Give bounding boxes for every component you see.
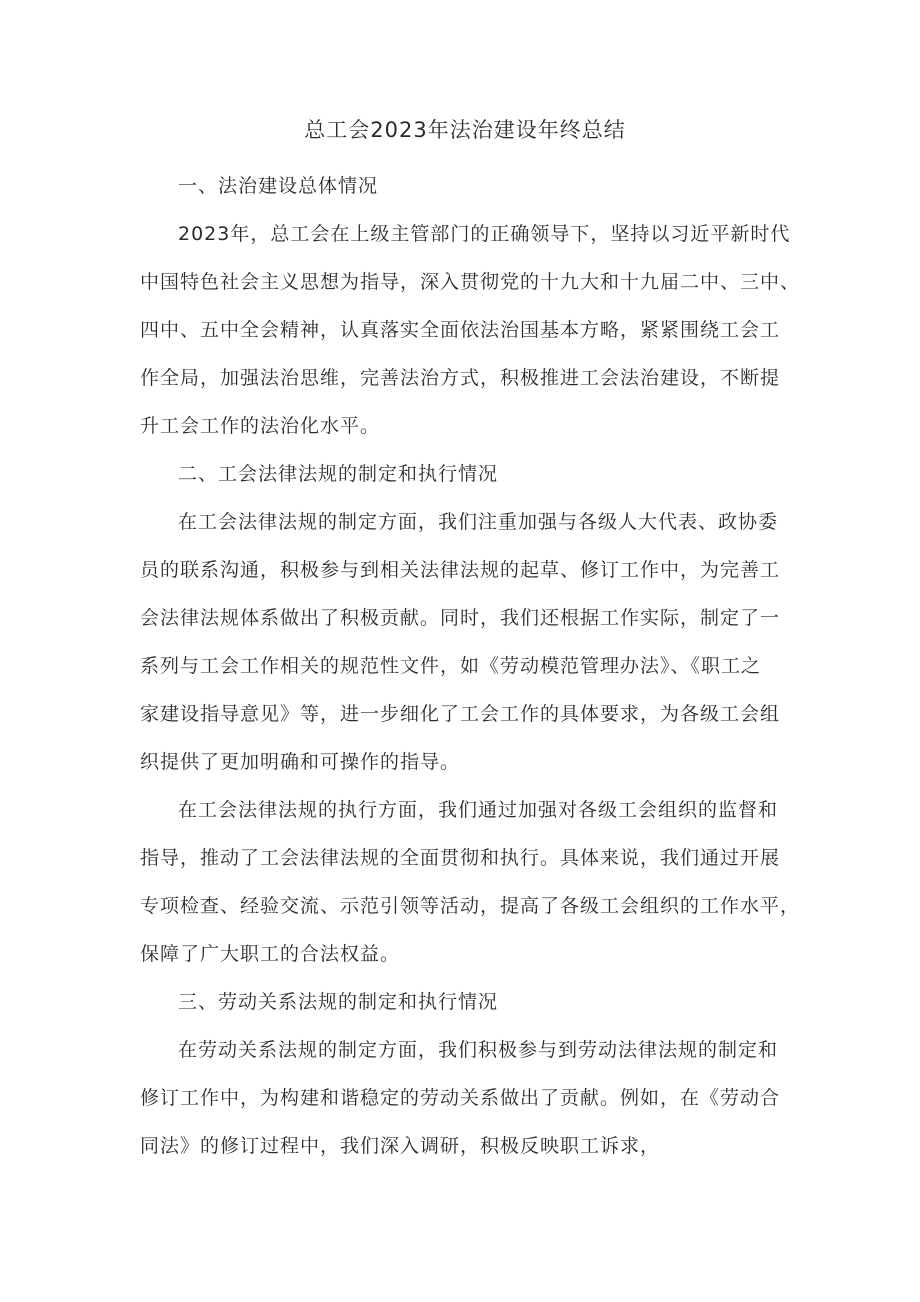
paragraph-line: 系列与工会工作相关的规范性文件，如《劳动模范管理办法》、《职工之 <box>140 655 762 677</box>
document-title: 总工会2023年法治建设年终总结 <box>304 118 626 142</box>
paragraph-line: 家建设指导意见》等，进一步细化了工会工作的具体要求，为各级工会组 <box>140 703 781 725</box>
paragraph-line: 保障了广大职工的合法权益。 <box>140 943 401 965</box>
section-heading: 二、工会法律法规的制定和执行情况 <box>178 463 499 485</box>
document-page <box>140 110 801 1170</box>
paragraph-line: 修订工作中，为构建和谐稳定的劳动关系做出了贡献。例如，在《劳动合 <box>140 1087 781 1109</box>
section-2 <box>140 450 801 978</box>
section-3 <box>140 978 790 1170</box>
paragraph <box>140 498 790 786</box>
section-1 <box>140 162 801 450</box>
paragraph-line: 织提供了更加明确和可操作的指导。 <box>140 751 461 773</box>
paragraph-line: 在工会法律法规的执行方面，我们通过加强对各级工会组织的监督和 <box>178 799 779 821</box>
paragraph-line: 中国特色社会主义思想为指导，深入贯彻党的十九大和十九届二中、三中、 <box>140 271 801 293</box>
paragraph-line: 作全局，加强法治思维，完善法治方式，积极推进工会法治建设，不断提 <box>140 367 781 389</box>
paragraph-line: 四中、五中全会精神，认真落实全面依法治国基本方略，紧紧围绕工会工 <box>140 319 781 341</box>
section-heading: 一、法治建设总体情况 <box>178 175 379 197</box>
paragraph-line: 在劳动关系法规的制定方面，我们积极参与到劳动法律法规的制定和 <box>178 1039 779 1061</box>
paragraph-line: 会法律法规体系做出了积极贡献。同时，我们还根据工作实际，制定了一 <box>140 607 781 629</box>
paragraph-line: 员的联系沟通，积极参与到相关法律法规的起草、修订工作中，为完善工 <box>140 559 781 581</box>
paragraph-line: 2023年，总工会在上级主管部门的正确领导下，坚持以习近平新时代 <box>178 223 791 245</box>
section-heading: 三、劳动关系法规的制定和执行情况 <box>178 991 499 1013</box>
paragraph <box>140 786 801 978</box>
paragraph-line: 在工会法律法规的制定方面，我们注重加强与各级人大代表、政协委 <box>178 511 779 533</box>
paragraph-line: 指导，推动了工会法律法规的全面贯彻和执行。具体来说，我们通过开展 <box>140 847 781 869</box>
paragraph <box>140 1026 790 1170</box>
paragraph <box>140 210 801 450</box>
document-body <box>140 162 801 1170</box>
paragraph-line: 同法》的修订过程中，我们深入调研，积极反映职工诉求， <box>140 1135 661 1157</box>
paragraph-line: 升工会工作的法治化水平。 <box>140 415 381 437</box>
paragraph-line: 专项检查、经验交流、示范引领等活动，提高了各级工会组织的工作水平， <box>140 895 801 917</box>
